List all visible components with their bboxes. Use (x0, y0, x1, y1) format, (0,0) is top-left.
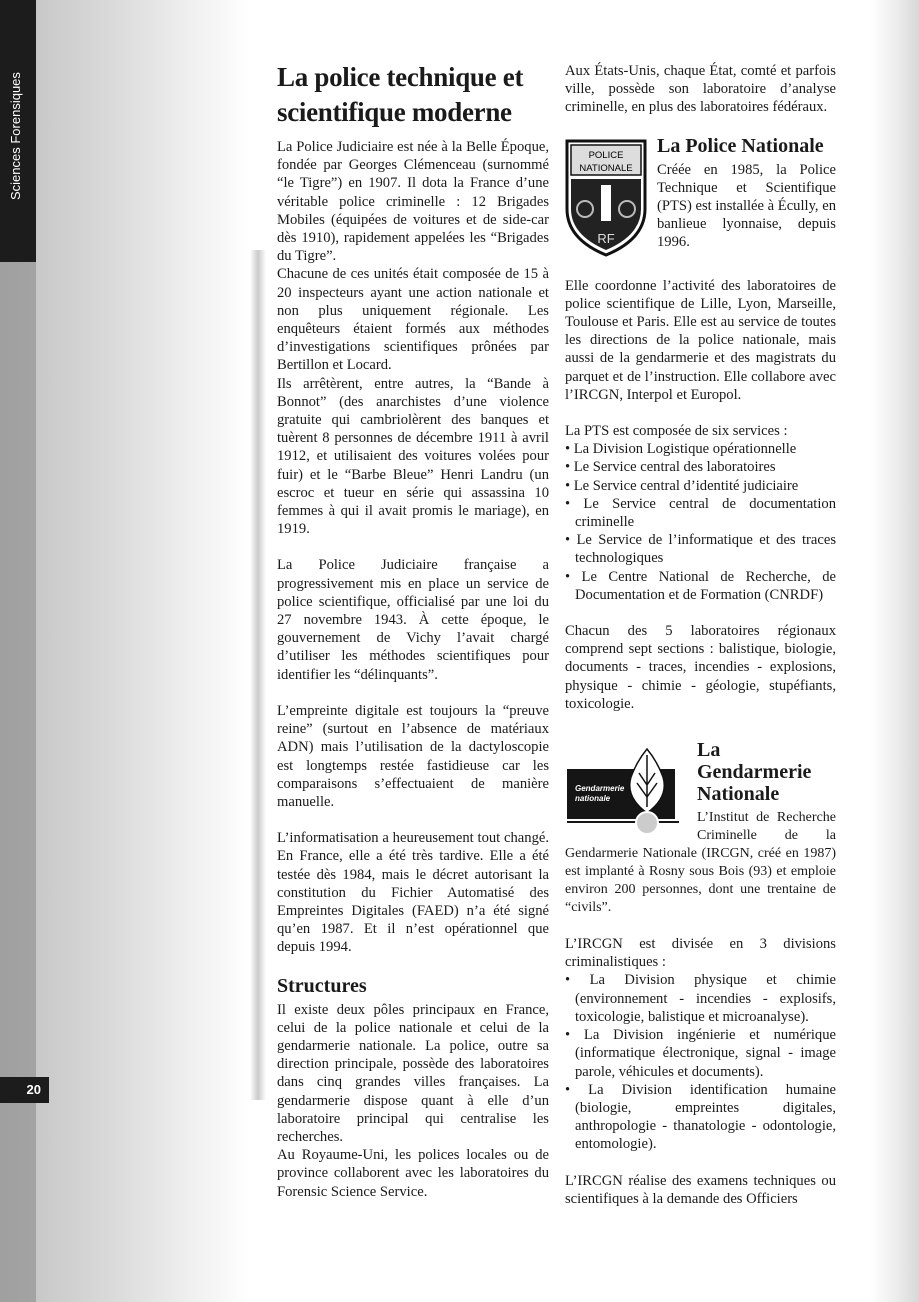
list-item: • Le Service de l’informatique et des traces technologiques (565, 531, 836, 567)
paragraph: L’Institut de Recherche Criminelle de la Gendarmerie Nationale (IRCGN, créé en 1987) est implanté à Rosny sous Bois (93) et emploie environ 200 personnes, dont une trentaine de “civils”. (565, 810, 836, 916)
paragraph: Aux États-Unis, chaque État, comté et parfois ville, possède son laboratoire d’analyse criminelle, en plus des laboratoires fédéraux. (565, 63, 836, 116)
badge-text: NATIONALE (579, 162, 633, 174)
page-number: 20 (0, 1077, 49, 1103)
list-item: • La Division ingénierie et numérique (informatique électronique, signal - image parole, véhicules et documents). (565, 1026, 836, 1081)
section-tab-label: Sciences Forensiques (8, 72, 23, 200)
paragraph: L’empreinte digitale est toujours la “preuve reine” (surtout en l’absence de matériaux ADN) mais l’utilisation de la dactyloscopie est longtemps restée fastidieuse car les comparaisons s’effectuaient de manière manuelle. (277, 702, 549, 810)
section-heading: La Police Nationale (657, 134, 824, 157)
gendarmerie-box (565, 739, 836, 917)
paragraph: Il existe deux pôles principaux en France, celui de la police nationale et celui de la gendarmerie nationale. La police, outre sa direction principale, possède des laboratoires dans cinq grandes villes françaises. La gendarmerie dispose quant à elle d’un laboratoire principal qui centralise les recherches. (277, 1001, 549, 1145)
divisions-list (565, 971, 836, 1153)
badge-text: RF (597, 230, 615, 246)
paragraph: Elle coordonne l’activité des laboratoires de police scientifique de Lille, Lyon, Marseille, Toulouse et Paris. Elle est au service de toutes les directions de la police nationale, mais aussi de la gendarmerie et des magistrats du parquet et de l’instruction. Elle collabore avec l’IRCGN, Interpol et Europol. (565, 277, 836, 403)
article-title: La police technique et scientifique moderne (277, 62, 524, 127)
list-item: • La Division Logistique opérationnelle (565, 440, 836, 458)
page-shadow (250, 250, 266, 1100)
section-heading: La Gendarmerie Nationale (697, 739, 812, 806)
list-item: • Le Service central des laboratoires (565, 458, 836, 476)
list-intro: L’IRCGN est divisée en 3 divisions criminalistiques : (565, 936, 836, 971)
paragraph: L’informatisation a heureusement tout changé. En France, elle a été très tardive. Elle a été testée dès 1984, mais le décret autorisant la constitution du Fichier Automatisé des Empreintes Digitales (FAED) n’a été signé qu’en 1987. Et il n’est opérationnel que depuis 1994. (277, 830, 549, 956)
logo-text: nationale (575, 794, 611, 804)
logo-text: Gendarmerie (575, 784, 625, 794)
paragraph: Chacune de ces unités était composée de 15 à 20 inspecteurs ayant une action nationale et non plus uniquement régionale. Les enquêteurs étaient formés aux méthodes d’investigations scientifiques prônées par Bertillon et Locard. (277, 266, 549, 374)
police-nationale-badge-icon (565, 139, 647, 257)
gendarmerie-logo-icon (565, 747, 687, 837)
paragraph: Chacun des 5 laboratoires régionaux comprend sept sections : balistique, biologie, documents - traces, incendies - explosions, physique - chimie - géologie, stupéfiants, toxicologie. (565, 623, 836, 712)
badge-text: POLICE (588, 149, 624, 161)
list-item: • La Division identification humaine (biologie, empreintes digitales, anthropologie - thanatologie - odontologie, entomologie). (565, 1081, 836, 1154)
section-heading: Structures (277, 974, 367, 997)
paragraph: L’IRCGN réalise des examens techniques ou scientifiques à la demande des Officiers (565, 1172, 836, 1207)
list-item: • La Division physique et chimie (environnement - incendies - explosifs, toxicologie, balistique et microanalyse). (565, 971, 836, 1026)
services-list (565, 440, 836, 604)
list-item: • Le Service central de documentation criminelle (565, 495, 836, 531)
paragraph: La Police Judiciaire française a progressivement mis en place un service de police scientifique, officialisé par une loi du 27 novembre 1943. À cette époque, le gouvernement de Vichy l’avait chargé d’utiliser les méthodes scientifiques pour identifier les “délinquants”. (277, 557, 549, 683)
police-nationale-box (565, 135, 836, 263)
margin-strip (0, 262, 36, 1302)
paragraph: Ils arrêtèrent, entre autres, la “Bande à Bonnot” (des anarchistes d’une violence gratuite qui cambriolèrent des banques et tuèrent 8 personnes de décembre 1911 à avril 1912, et utilisaient des voitures volées pour fuir) et le “Barbe Bleue” Henri Landru (un escroc et tueur en série qui assassina 10 femmes à qui il avait promis le mariage), en 1919. (277, 375, 549, 538)
list-item: • Le Centre National de Recherche, de Documentation et de Formation (CNRDF) (565, 568, 836, 604)
column-left (277, 60, 549, 1201)
list-item: • Le Service central d’identité judiciaire (565, 477, 836, 495)
paragraph: Au Royaume-Uni, les polices locales ou de province collaborent avec les laboratoires du Forensic Science Service. (277, 1147, 549, 1200)
list-intro: La PTS est composée de six services : (565, 423, 788, 440)
paragraph: Créée en 1985, la Police Technique et Scientifique (PTS) est installée à Écully, en banlieue lyonnaise, depuis 1996. (657, 161, 836, 251)
column-right (565, 62, 836, 1208)
paragraph: La Police Judiciaire est née à la Belle Époque, fondée par Georges Clémenceau (surnommé “le Tigre”) en 1907. Il dota la France d’une véritable police criminelle : 12 Brigades Mobiles (équipées de voitures et de side-car dès 1910), rapidement appelées les “Brigades du Tigre”. (277, 139, 549, 265)
